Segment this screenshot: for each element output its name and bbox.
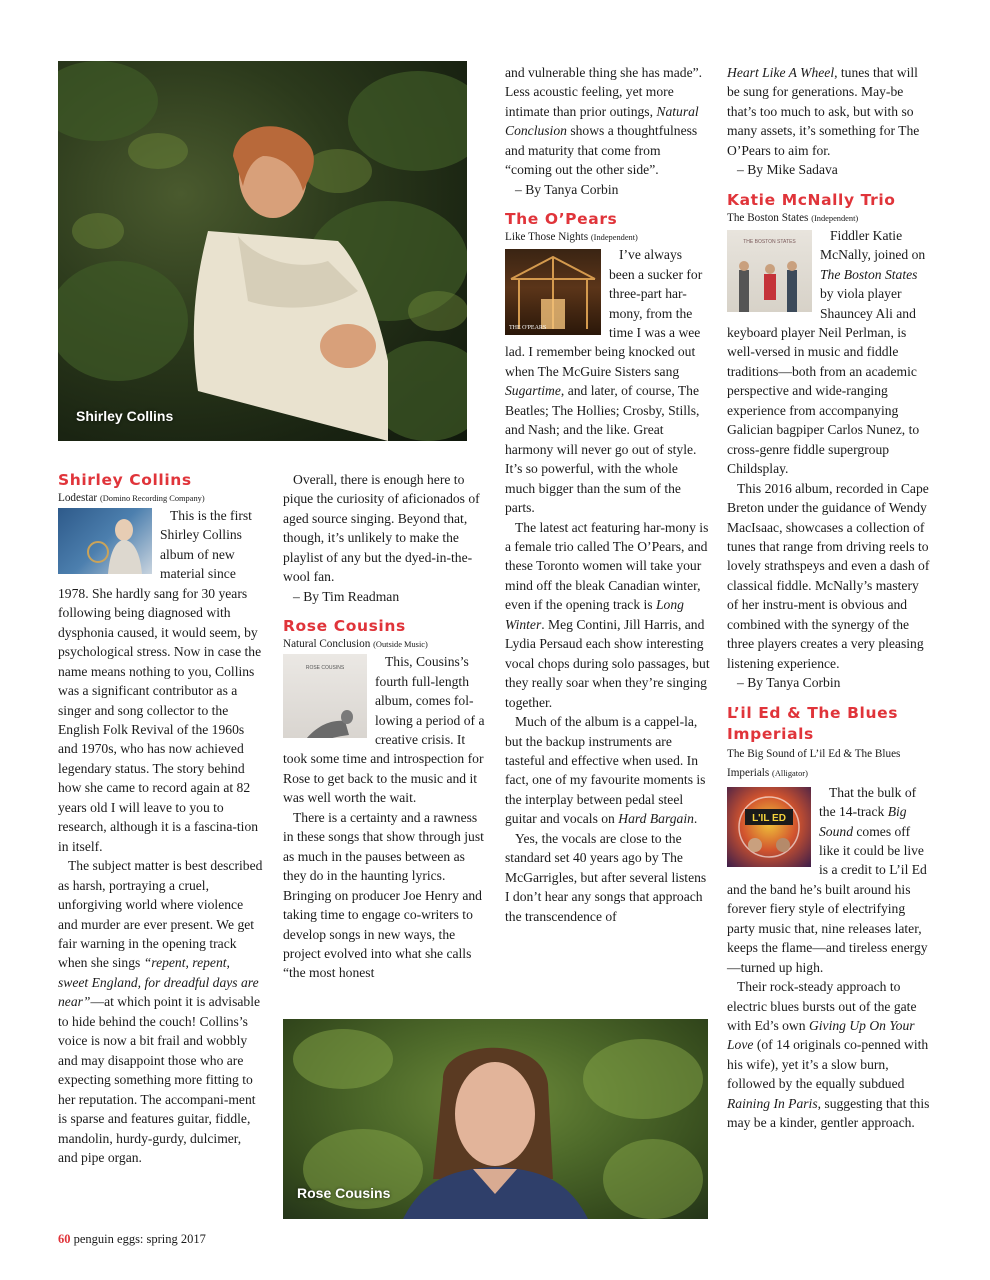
album-subtitle-lilled xyxy=(727,745,932,783)
review-song-raining-in-paris: Raining In Paris xyxy=(727,1095,818,1111)
review-text-lilled-p2a: Their rock-steady approach to electric blues bursts out of the gate with Ed’s own xyxy=(727,979,917,1034)
album-cover-mcnally-title: THE BOSTON STATES xyxy=(743,238,796,245)
review-text-collins-p1: This is the first Shirley Collins album of new material since 1978. She hardly sang for 30 years following being diagnosed with dysphonia caused, it would seem, by psychological stress. Now in case the name means nothing to you, Collins was a significant contributor as a singer and song collector to the English Folk Revival of the 1960s and 1970s, who has now achieved legendary status. The story behind how she came to record again at 82 years old I will leave to you to research, although it is a fascina-tion in itself. xyxy=(58,508,262,854)
review-text-cousins-p3 xyxy=(505,63,710,180)
review-text-cousins-p3b: shows a thoughtfulness and maturity that come from “coming out the other side”. xyxy=(505,123,698,178)
review-song-giving-up: Giving Up On Your Love xyxy=(727,1018,915,1053)
review-text-lilled-p2c: , suggesting that this may be a kinder, gentler approach. xyxy=(727,1095,930,1131)
album-subtitle-mcnally xyxy=(727,211,932,226)
review-text-cousins-p1: This, Cousins’s fourth full-length album, comes fol-lowing a period of a creative crisis. It took some time and introspection for Rose to get back to the music and it was well worth the wait. xyxy=(283,654,485,806)
album-label-lilled: (Alligator) xyxy=(772,768,808,778)
review-text-opears-p2a: The latest act featuring har-mony is a female trio called The O’Pears, and these Toronto women will take your mind off the bleak Canadian winter, even if the opening track is xyxy=(505,519,709,613)
review-text-lilled-p2 xyxy=(727,977,932,1133)
page-footer xyxy=(58,1232,206,1247)
review-song-long-winter: Long Winter xyxy=(505,597,684,632)
review-text-opears-p3 xyxy=(505,712,710,829)
album-cover-collins xyxy=(58,508,152,574)
album-title-collins: Lodestar xyxy=(58,492,98,504)
album-cover-lilled-art xyxy=(727,787,811,867)
review-heading-lilled: L’il Ed & The Blues Imperials xyxy=(727,703,899,743)
album-cover-cousins xyxy=(283,654,367,738)
rose-cousins-photo xyxy=(283,1019,708,1219)
album-cover-opears xyxy=(505,249,601,335)
review-text-lilled-p1a: That the bulk of the 14-track xyxy=(819,784,917,820)
shirley-collins-photo-art xyxy=(58,61,467,441)
review-text-opears-p4-cont xyxy=(727,63,932,160)
review-heading-mcnally: Katie McNally Trio xyxy=(727,190,896,209)
review-text-collins-p2 xyxy=(58,856,263,1167)
album-label-cousins: (Outside Music) xyxy=(373,640,428,650)
byline-opears: – By Mike Sadava xyxy=(737,162,838,178)
publication-issue: penguin eggs: spring 2017 xyxy=(70,1232,206,1246)
album-cover-cousins-art xyxy=(283,679,367,739)
album-label-opears: (Independent) xyxy=(590,233,638,243)
review-text-collins-p2a: The subject matter is best described as harsh, portraying a cruel, unforgiving world where violence and murder are ever present. We get fair warning in the opening track when she sings xyxy=(58,858,263,971)
shirley-collins-photo xyxy=(58,61,467,441)
review-quote-collins: “repent, repent, sweet England, for dreadful days are near” xyxy=(58,955,259,1010)
review-text-cousins-p2: There is a certainty and a rawness in these songs that show through just as much in the pauses between as they do in the haunting lyrics. Bringing on producer Joe Henry and taking time to engage co-writers to develop songs in new ways, the project evolved into what she calls “the most honest xyxy=(283,809,484,981)
review-text-opears-p2b: . Meg Contini, Jill Harris, and Lydia Persaud each show interesting vocal chops during solo passages, but they really soar when they’re singing together. xyxy=(505,616,710,710)
review-text-opears-p2 xyxy=(505,518,710,713)
column-1 xyxy=(58,470,263,1167)
album-cover-mcnally-art xyxy=(727,252,812,312)
album-cover-lilled-title: L'IL ED xyxy=(752,812,786,824)
review-heading-collins: Shirley Collins xyxy=(58,471,192,489)
review-text-opears-p3b: . xyxy=(693,811,698,827)
review-text-collins-p3: Overall, there is enough here to pique the curiosity of aficionados of aged source singing. Beyond that, though, it’s unlikely to make the playlist of any but the dyed-in-the-wool fan. xyxy=(283,472,480,585)
album-cover-opears-art xyxy=(505,249,601,335)
review-text-opears-p1b: , and later, of course, The Beatles; The Hollies; Crosby, Stills, and Nash; and the like. Great harmony will never go out of style. It’s so powerful, with the whole much bigger than the sum of the parts. xyxy=(505,383,700,516)
album-cover-cousins-title: ROSE COUSINS xyxy=(305,665,345,672)
column-3 xyxy=(505,63,710,926)
byline-cousins: – By Tanya Corbin xyxy=(515,181,619,197)
album-subtitle-collins xyxy=(58,491,263,506)
album-title-mcnally: The Boston States xyxy=(727,211,809,224)
column-2 xyxy=(283,470,488,983)
album-cover-collins-art xyxy=(58,508,152,574)
review-song-sugartime: Sugartime xyxy=(505,383,561,399)
album-title-lilled: The Big Sound of L’il Ed & The Blues Imperials xyxy=(727,747,901,779)
review-text-opears-p4b: , tunes that will be sung for generations. May-be that’s too much to ask, but with so many assets, it’s something for The O’Pears to aim for. xyxy=(727,65,920,158)
photo-caption-collins: Shirley Collins xyxy=(76,408,174,424)
review-text-mcnally-p2: This 2016 album, recorded in Cape Breton under the guidance of Wendy MacIsaac, showcases a collection of tunes that range from driving reels to lovely strathspeys and even a dash of classical fiddle. McNally’s mastery of her instru-ment is obvious and combined with the synergy of the three players creates a very pleasing listening experience. xyxy=(727,480,930,671)
album-title-cousins: Natural Conclusion xyxy=(283,638,371,651)
review-text-opears-p3a: Much of the album is a cappel-la, but the backup instruments are tasteful and effective when used. In fact, one of my favourite moments is the interplay between pedal steel guitar and vocals on xyxy=(505,714,706,827)
photo-caption-cousins: Rose Cousins xyxy=(297,1185,391,1201)
album-cover-opears-title: THE O'PEARS xyxy=(509,325,547,332)
album-subtitle-opears xyxy=(505,230,710,245)
album-title-opears: Like Those Nights xyxy=(505,231,589,244)
album-label-collins: (Domino Recording Company) xyxy=(99,494,205,503)
album-cover-lilled xyxy=(727,787,811,867)
review-text-mcnally-p1a: Fiddler Katie McNally, joined on xyxy=(820,227,926,263)
review-album-big-sound: Big Sound xyxy=(819,804,907,839)
review-album-title-cousins: Natural Conclusion xyxy=(505,103,699,139)
review-text-lilled-p1b: comes off like it could be live is a credit to L’il Ed and the band he’s built around his forever fiery style of electrifying party music that, nine releases later, keeps the flame—and tireless energy—turned up high. xyxy=(727,823,928,975)
column-4 xyxy=(727,63,932,1133)
byline-mcnally: – By Tanya Corbin xyxy=(737,675,841,691)
review-text-cousins-p3a: and vulnerable thing she has made”. Less acoustic feeling, yet more intimate than prior outings, xyxy=(505,65,703,119)
album-cover-mcnally xyxy=(727,230,812,312)
review-album-heart-like-a-wheel: Heart Like A Wheel xyxy=(727,65,835,80)
album-subtitle-cousins xyxy=(283,637,488,652)
byline-collins: – By Tim Readman xyxy=(293,588,400,604)
review-heading-opears: The O’Pears xyxy=(505,210,618,229)
review-song-hard-bargain: Hard Bargain xyxy=(618,811,694,827)
page-number: 60 xyxy=(58,1232,71,1246)
review-text-opears-p1a: I’ve always been a sucker for three-part har-mony, from the time I was a wee lad. I remember being knocked out when The McGuire Sisters sang xyxy=(505,247,703,379)
review-album-boston-states: The Boston States xyxy=(820,266,918,282)
review-text-lilled-p2b: (of 14 originals co-penned with his wife), yet it’s a slow burn, followed by the equally subdued xyxy=(727,1037,929,1092)
review-text-collins-p2b: —at which point it is advisable to hide behind the couch! Collins’s voice is now a bit frail and wobbly and may disappoint those who are expecting something more fitting to her reputation. The accompani-ment is sparse and features guitar, fiddle, mandolin, hurdy-gurdy, dulcimer, and pipe organ. xyxy=(58,994,261,1165)
album-label-mcnally: (Independent) xyxy=(811,213,859,223)
review-text-opears-p4: Yes, the vocals are close to the standard set 40 years ago by The McGarrigles, but after several listens I don’t hear any songs that approach the transcendence of xyxy=(505,830,707,924)
review-heading-cousins: Rose Cousins xyxy=(283,617,406,636)
review-text-mcnally-p1b: by viola player Shauncey Ali and keyboard player Neil Perlman, is well-versed in music and fiddle traditions—both from an academic perspective and wide-ranging experience from accompanying Galician bagpiper Carlos Nunez, to cross-genre fiddle supergroup Childsplay. xyxy=(727,286,920,477)
